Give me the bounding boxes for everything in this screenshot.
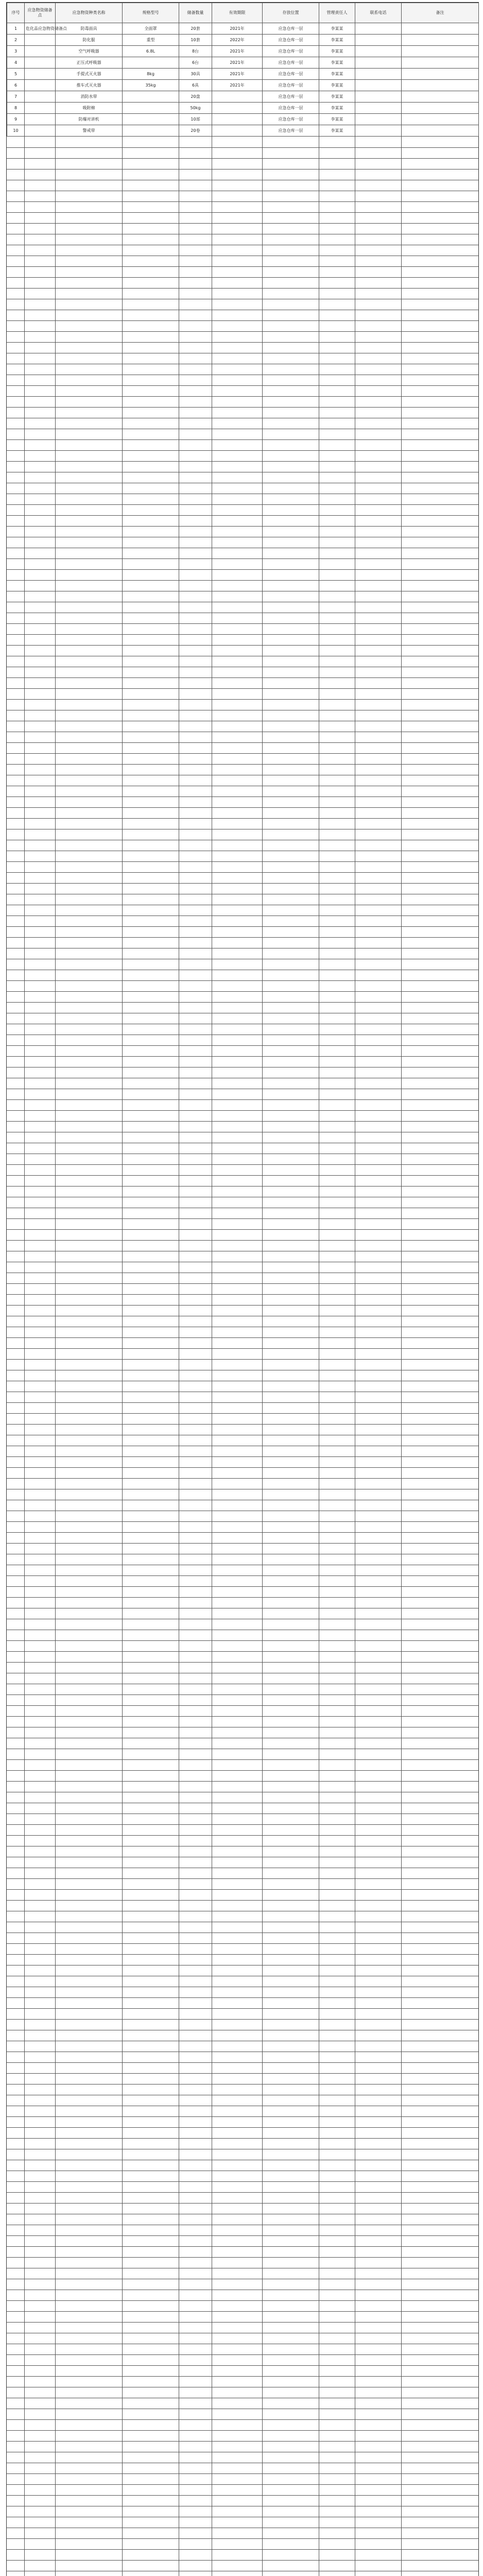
table-cell (402, 46, 479, 57)
table-cell: 35kg (123, 80, 179, 91)
rule-line (7, 1294, 478, 1295)
rule-line (7, 396, 478, 397)
table-cell: 6具 (179, 80, 212, 91)
col-header: 储备数量 (179, 3, 212, 23)
table-cell (212, 125, 263, 137)
table-cell (25, 114, 56, 125)
col-header: 应急物资种类名称 (56, 3, 123, 23)
rule-line (7, 1424, 478, 1425)
table-cell (402, 114, 479, 125)
table-row (7, 57, 479, 69)
table-cell: 8 (7, 103, 25, 114)
rule-line (7, 1662, 478, 1663)
table-cell: 2022年 (212, 35, 263, 46)
table-header-row (7, 3, 479, 23)
rule-line (7, 2192, 478, 2193)
table-cell (402, 35, 479, 46)
table-cell (123, 91, 179, 103)
table-row (7, 69, 479, 80)
table-row (7, 125, 479, 137)
rule-line (7, 2354, 478, 2355)
table-cell (355, 103, 402, 114)
rule-line (7, 2365, 478, 2366)
table-cell (25, 69, 56, 80)
rule-line (7, 385, 478, 386)
col-header: 有效期限 (212, 3, 263, 23)
rule-line (7, 1002, 478, 1003)
table-cell (25, 57, 56, 69)
rule-line (7, 2560, 478, 2561)
rule-line (7, 2484, 478, 2485)
table-cell: 10套 (179, 35, 212, 46)
rule-line (7, 2203, 478, 2204)
rule-line (7, 2311, 478, 2312)
table-cell (123, 125, 179, 137)
rule-line (7, 1716, 478, 1717)
rule-line (7, 1186, 478, 1187)
rule-line (7, 580, 478, 581)
col-header: 规格型号 (123, 3, 179, 23)
rule-line (7, 1954, 478, 1955)
rule-line (7, 1878, 478, 1879)
rule-line (7, 1575, 478, 1576)
table-cell (355, 57, 402, 69)
rule-line (7, 926, 478, 927)
table-cell: 应急仓库一层 (263, 80, 319, 91)
rule-line (7, 2127, 478, 2128)
table-cell (212, 103, 263, 114)
rule-line (7, 1532, 478, 1533)
rule-line (7, 677, 478, 678)
rule-line (7, 1781, 478, 1782)
rule-line (7, 807, 478, 808)
table-cell: 李某某 (319, 35, 355, 46)
table-cell: 李某某 (319, 91, 355, 103)
rule-line (7, 169, 478, 170)
materials-table (7, 3, 479, 137)
column-rule (401, 137, 402, 2576)
rule-line (7, 569, 478, 570)
rule-line (7, 1045, 478, 1046)
rule-line (7, 504, 478, 505)
rule-line (7, 320, 478, 321)
rule-line (7, 2246, 478, 2247)
table-cell: 20盘 (179, 91, 212, 103)
table-cell (355, 69, 402, 80)
table-cell: 10 (7, 125, 25, 137)
rule-line (7, 439, 478, 440)
rule-line (7, 1240, 478, 1241)
table-cell: 李某某 (319, 114, 355, 125)
rule-line (7, 277, 478, 278)
table-cell: 应急仓库一层 (263, 91, 319, 103)
table-cell: 应急仓库一层 (263, 69, 319, 80)
table-cell (212, 91, 263, 103)
rule-line (7, 1478, 478, 1479)
table-cell: 手提式灭火器 (56, 69, 123, 80)
col-header: 应急物资储备点 (25, 3, 56, 23)
table-cell (25, 80, 56, 91)
rule-line (7, 1337, 478, 1338)
rule-line (7, 2495, 478, 2496)
table-cell (25, 125, 56, 137)
table-cell: 应急仓库一层 (263, 46, 319, 57)
rule-line (7, 764, 478, 765)
rule-line (7, 1543, 478, 1544)
rule-line (7, 2419, 478, 2420)
table-cell: 李某某 (319, 23, 355, 35)
rule-line (7, 1121, 478, 1122)
rule-line (7, 201, 478, 202)
table-cell: 2021年 (212, 80, 263, 91)
rule-line (7, 1694, 478, 1695)
table-cell (123, 114, 179, 125)
table-cell: 5 (7, 69, 25, 80)
rule-line (7, 1586, 478, 1587)
rule-line (7, 1099, 478, 1100)
rule-line (7, 1402, 478, 1403)
table-cell: 6.8L (123, 46, 179, 57)
rule-line (7, 288, 478, 289)
rule-line (7, 1597, 478, 1598)
rule-line (7, 980, 478, 981)
table-row (7, 114, 479, 125)
rule-line (7, 515, 478, 516)
table-cell (123, 103, 179, 114)
rule-line (7, 699, 478, 700)
column-rule (262, 137, 263, 2576)
table-cell: 50kg (179, 103, 212, 114)
rule-line (7, 1651, 478, 1652)
rule-line (7, 2138, 478, 2139)
rule-line (7, 1413, 478, 1414)
table-cell: 防化服 (56, 35, 123, 46)
table-cell: 防毒面具 (56, 23, 123, 35)
rule-line (7, 342, 478, 343)
rule-line (7, 1359, 478, 1360)
table-cell (402, 57, 479, 69)
table-cell: 应急仓库一层 (263, 103, 319, 114)
table-cell (402, 69, 479, 80)
table-cell: 20卷 (179, 125, 212, 137)
table-cell: 3 (7, 46, 25, 57)
table-cell: 正压式呼吸器 (56, 57, 123, 69)
table-cell: 应急仓库一层 (263, 35, 319, 46)
table-cell: 空气呼吸器 (56, 46, 123, 57)
rule-line (7, 558, 478, 559)
table-cell (355, 125, 402, 137)
rule-line (7, 1900, 478, 1901)
table-row (7, 80, 479, 91)
table-cell (355, 91, 402, 103)
document-sheet (6, 2, 479, 2576)
table-cell: 2 (7, 35, 25, 46)
rule-line (7, 1759, 478, 1760)
table-cell: 防爆对讲机 (56, 114, 123, 125)
rule-line (7, 1348, 478, 1349)
rule-line (7, 753, 478, 754)
table-cell: 李某某 (319, 69, 355, 80)
rule-line (7, 1467, 478, 1468)
table-cell: 7 (7, 91, 25, 103)
column-rule (122, 137, 123, 2576)
rule-line (7, 1056, 478, 1057)
rule-line (7, 796, 478, 797)
table-cell: 警戒带 (56, 125, 123, 137)
table-cell: 应急仓库一层 (263, 114, 319, 125)
table-cell (402, 91, 479, 103)
table-cell (402, 80, 479, 91)
table-cell: 6台 (179, 57, 212, 69)
rule-line (7, 1640, 478, 1641)
rule-line (7, 2300, 478, 2301)
table-cell: 2021年 (212, 69, 263, 80)
rule-line (7, 212, 478, 213)
rule-line (7, 2322, 478, 2323)
rule-line (7, 1456, 478, 1457)
table-cell: 应急仓库一层 (263, 23, 319, 35)
col-header: 联系电话 (355, 3, 402, 23)
table-row (7, 46, 479, 57)
rule-line (7, 1521, 478, 1522)
table-row (7, 23, 479, 35)
rule-line (7, 2376, 478, 2377)
column-rule (24, 137, 25, 2576)
table-cell: 应急仓库一层 (263, 125, 319, 137)
table-row (7, 35, 479, 46)
table-cell: 20套 (179, 23, 212, 35)
table-cell (25, 35, 56, 46)
table-cell: 8kg (123, 69, 179, 80)
table-cell: 2021年 (212, 57, 263, 69)
rule-line (7, 450, 478, 451)
table-cell (212, 114, 263, 125)
rule-line (7, 1889, 478, 1890)
rule-line (7, 2473, 478, 2474)
rule-line (7, 2549, 478, 2550)
rule-line (7, 1229, 478, 1230)
table-cell: 李某某 (319, 57, 355, 69)
table-cell: 2021年 (212, 46, 263, 57)
rule-line (7, 2019, 478, 2020)
rule-line (7, 937, 478, 938)
table-cell (25, 46, 56, 57)
table-row (7, 103, 479, 114)
table-cell: 4 (7, 57, 25, 69)
rule-line (7, 991, 478, 992)
rule-line (7, 1164, 478, 1165)
table-cell (355, 114, 402, 125)
table-cell: 危化品应急物资储备点 (25, 23, 56, 35)
column-rule (55, 137, 56, 2576)
table-body (7, 23, 479, 137)
rule-line (7, 331, 478, 332)
table-cell (402, 103, 479, 114)
rule-line (7, 1835, 478, 1836)
rule-line (7, 407, 478, 408)
table-cell: 10部 (179, 114, 212, 125)
rule-line (7, 861, 478, 862)
rule-line (7, 1824, 478, 1825)
rule-line (7, 526, 478, 527)
rule-line (7, 634, 478, 635)
table-cell (355, 46, 402, 57)
rule-line (7, 872, 478, 873)
rule-line (7, 2073, 478, 2074)
rule-line (7, 1305, 478, 1306)
rule-line (7, 223, 478, 224)
rule-line (7, 2235, 478, 2236)
table-cell: 8台 (179, 46, 212, 57)
table-cell: 李某某 (319, 46, 355, 57)
rule-line (7, 2538, 478, 2539)
table-cell: 30具 (179, 69, 212, 80)
rule-line (7, 742, 478, 743)
table-cell: 李某某 (319, 125, 355, 137)
rule-line (7, 1705, 478, 1706)
rule-line (7, 2181, 478, 2182)
rule-line (7, 688, 478, 689)
rule-line (7, 158, 478, 159)
table-cell: 重型 (123, 35, 179, 46)
rule-line (7, 883, 478, 884)
table-cell: 全面罩 (123, 23, 179, 35)
table-cell: 6 (7, 80, 25, 91)
rule-line (7, 1175, 478, 1176)
table-cell (402, 125, 479, 137)
table-cell: 9 (7, 114, 25, 125)
rule-line (7, 461, 478, 462)
rule-line (7, 2441, 478, 2442)
table-cell: 推车式灭火器 (56, 80, 123, 91)
table-row (7, 91, 479, 103)
col-header: 管理责任人 (319, 3, 355, 23)
table-cell: 应急仓库一层 (263, 57, 319, 69)
rule-line (7, 2062, 478, 2063)
table-cell: 2021年 (212, 23, 263, 35)
rule-line (7, 623, 478, 624)
table-cell: 吸附棉 (56, 103, 123, 114)
rule-line (7, 1997, 478, 1998)
table-cell (355, 35, 402, 46)
table-cell: 1 (7, 23, 25, 35)
rule-line (7, 1110, 478, 1111)
rule-line (7, 1943, 478, 1944)
rule-line (7, 1218, 478, 1219)
rule-line (7, 1283, 478, 1284)
table-cell: 消防水带 (56, 91, 123, 103)
table-cell (123, 57, 179, 69)
rule-line (7, 645, 478, 646)
table-cell (25, 103, 56, 114)
rule-line (7, 2430, 478, 2431)
table-cell (355, 80, 402, 91)
col-header: 存放位置 (263, 3, 319, 23)
table-cell: 李某某 (319, 103, 355, 114)
col-header: 备注 (402, 3, 479, 23)
rule-line (7, 147, 478, 148)
rule-line (7, 2116, 478, 2117)
rule-line (7, 2008, 478, 2009)
table-cell (355, 23, 402, 35)
table-cell (25, 91, 56, 103)
table-cell: 李某某 (319, 80, 355, 91)
rule-line (7, 818, 478, 819)
table-cell (402, 23, 479, 35)
rule-line (7, 2257, 478, 2258)
rule-line (7, 266, 478, 267)
col-header: 序号 (7, 3, 25, 23)
rule-line (7, 1770, 478, 1771)
